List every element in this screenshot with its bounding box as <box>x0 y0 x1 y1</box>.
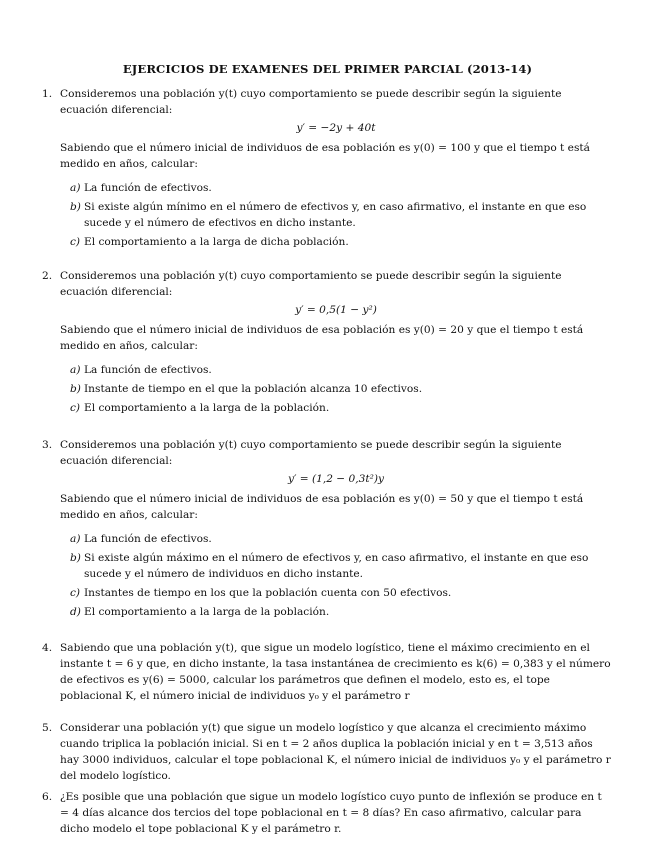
exercise-number: 5. <box>42 722 53 734</box>
subquestion: a) La función de efectivos. <box>70 533 212 545</box>
exercise-6 <box>42 789 612 837</box>
exercise-intro: Consideremos una población y(t) cuyo comportamiento se puede describir según la siguiente ecuación diferencial: <box>60 270 562 298</box>
subquestion: b) Si existe algún mínimo en el número de efectivos y, en caso afirmativo, el instante en que eso sucede y el número de efectivos en dicho instante. <box>70 201 587 229</box>
exercise-text: Considerar una población y(t) que sigue un modelo logístico y que alcanza el crecimiento máximo cuando triplica la población inicial. Si en t = 2 años duplica la población inicial y en t = 3,513 años hay 3000 individuos, calcular el tope poblacional K, el número inicial de individuos y₀ y el parámetro r del modelo logístico. <box>60 722 611 782</box>
exercise-2 <box>42 268 612 419</box>
exercise-number: 6. <box>42 791 53 803</box>
exercise-intro: Consideremos una población y(t) cuyo comportamiento se puede describir según la siguiente ecuación diferencial: <box>60 88 562 116</box>
exercise-number: 2. <box>42 270 53 282</box>
exercise-1 <box>42 86 612 253</box>
subquestion: c) El comportamiento a la larga de dicha población. <box>70 236 349 248</box>
subquestion-list <box>60 362 612 416</box>
subquestion: c) Instantes de tiempo en los que la población cuenta con 50 efectivos. <box>70 587 452 599</box>
exercise-intro: Consideremos una población y(t) cuyo comportamiento se puede describir según la siguiente ecuación diferencial: <box>60 439 562 467</box>
exercise-4 <box>42 640 612 704</box>
exercise-number: 3. <box>42 439 53 451</box>
differential-equation: y′ = 0,5(1 − y²) <box>295 304 377 316</box>
exercise-number: 4. <box>42 642 53 654</box>
subquestion: a) La función de efectivos. <box>70 182 212 194</box>
subquestion: d) El comportamiento a la larga de la población. <box>70 606 330 618</box>
exercise-5 <box>42 720 612 784</box>
exercise-text: Sabiendo que una población y(t), que sigue un modelo logístico, tiene el máximo crecimiento en el instante t = 6 y que, en dicho instante, la tasa instantánea de crecimiento es k(6) = 0,383 y el número de efectivos es y(6) = 5000, calcular los parámetros que definen el modelo, esto es, el tope poblacional K, el número inicial de individuos y₀ y el parámetro r <box>60 642 611 702</box>
subquestion-list <box>60 531 612 620</box>
differential-equation: y′ = −2y + 40t <box>296 122 376 134</box>
exercise-3 <box>42 437 612 623</box>
subquestion: c) El comportamiento a la larga de la población. <box>70 402 330 414</box>
differential-equation: y′ = (1,2 − 0,3t²)y <box>287 473 385 485</box>
exercise-statement: Sabiendo que el número inicial de individuos de esa población es y(0) = 50 y que el tiempo t está medido en años, calcular: <box>60 493 584 521</box>
exercise-number: 1. <box>42 88 53 100</box>
page-title: EJERCICIOS DE EXAMENES DEL PRIMER PARCIAL (2013-14) <box>122 62 533 76</box>
subquestion: a) La función de efectivos. <box>70 364 212 376</box>
subquestion: b) Si existe algún máximo en el número de efectivos y, en caso afirmativo, el instante en que eso sucede y el número de individuos en dicho instante. <box>70 552 589 580</box>
exercise-text: ¿Es posible que una población que sigue un modelo logístico cuyo punto de inflexión se produce en t = 4 días alcance dos tercios del tope poblacional en t = 8 días? En caso afirmativo, calcular para dicho modelo el tope poblacional K y el parámetro r. <box>60 791 602 835</box>
exercise-statement: Sabiendo que el número inicial de individuos de esa población es y(0) = 20 y que el tiempo t está medido en años, calcular: <box>60 324 584 352</box>
subquestion-list <box>60 180 612 250</box>
subquestion: b) Instante de tiempo en el que la población alcanza 10 efectivos. <box>70 383 423 395</box>
exercise-statement: Sabiendo que el número inicial de individuos de esa población es y(0) = 100 y que el tiempo t está medido en años, calcular: <box>60 142 590 170</box>
